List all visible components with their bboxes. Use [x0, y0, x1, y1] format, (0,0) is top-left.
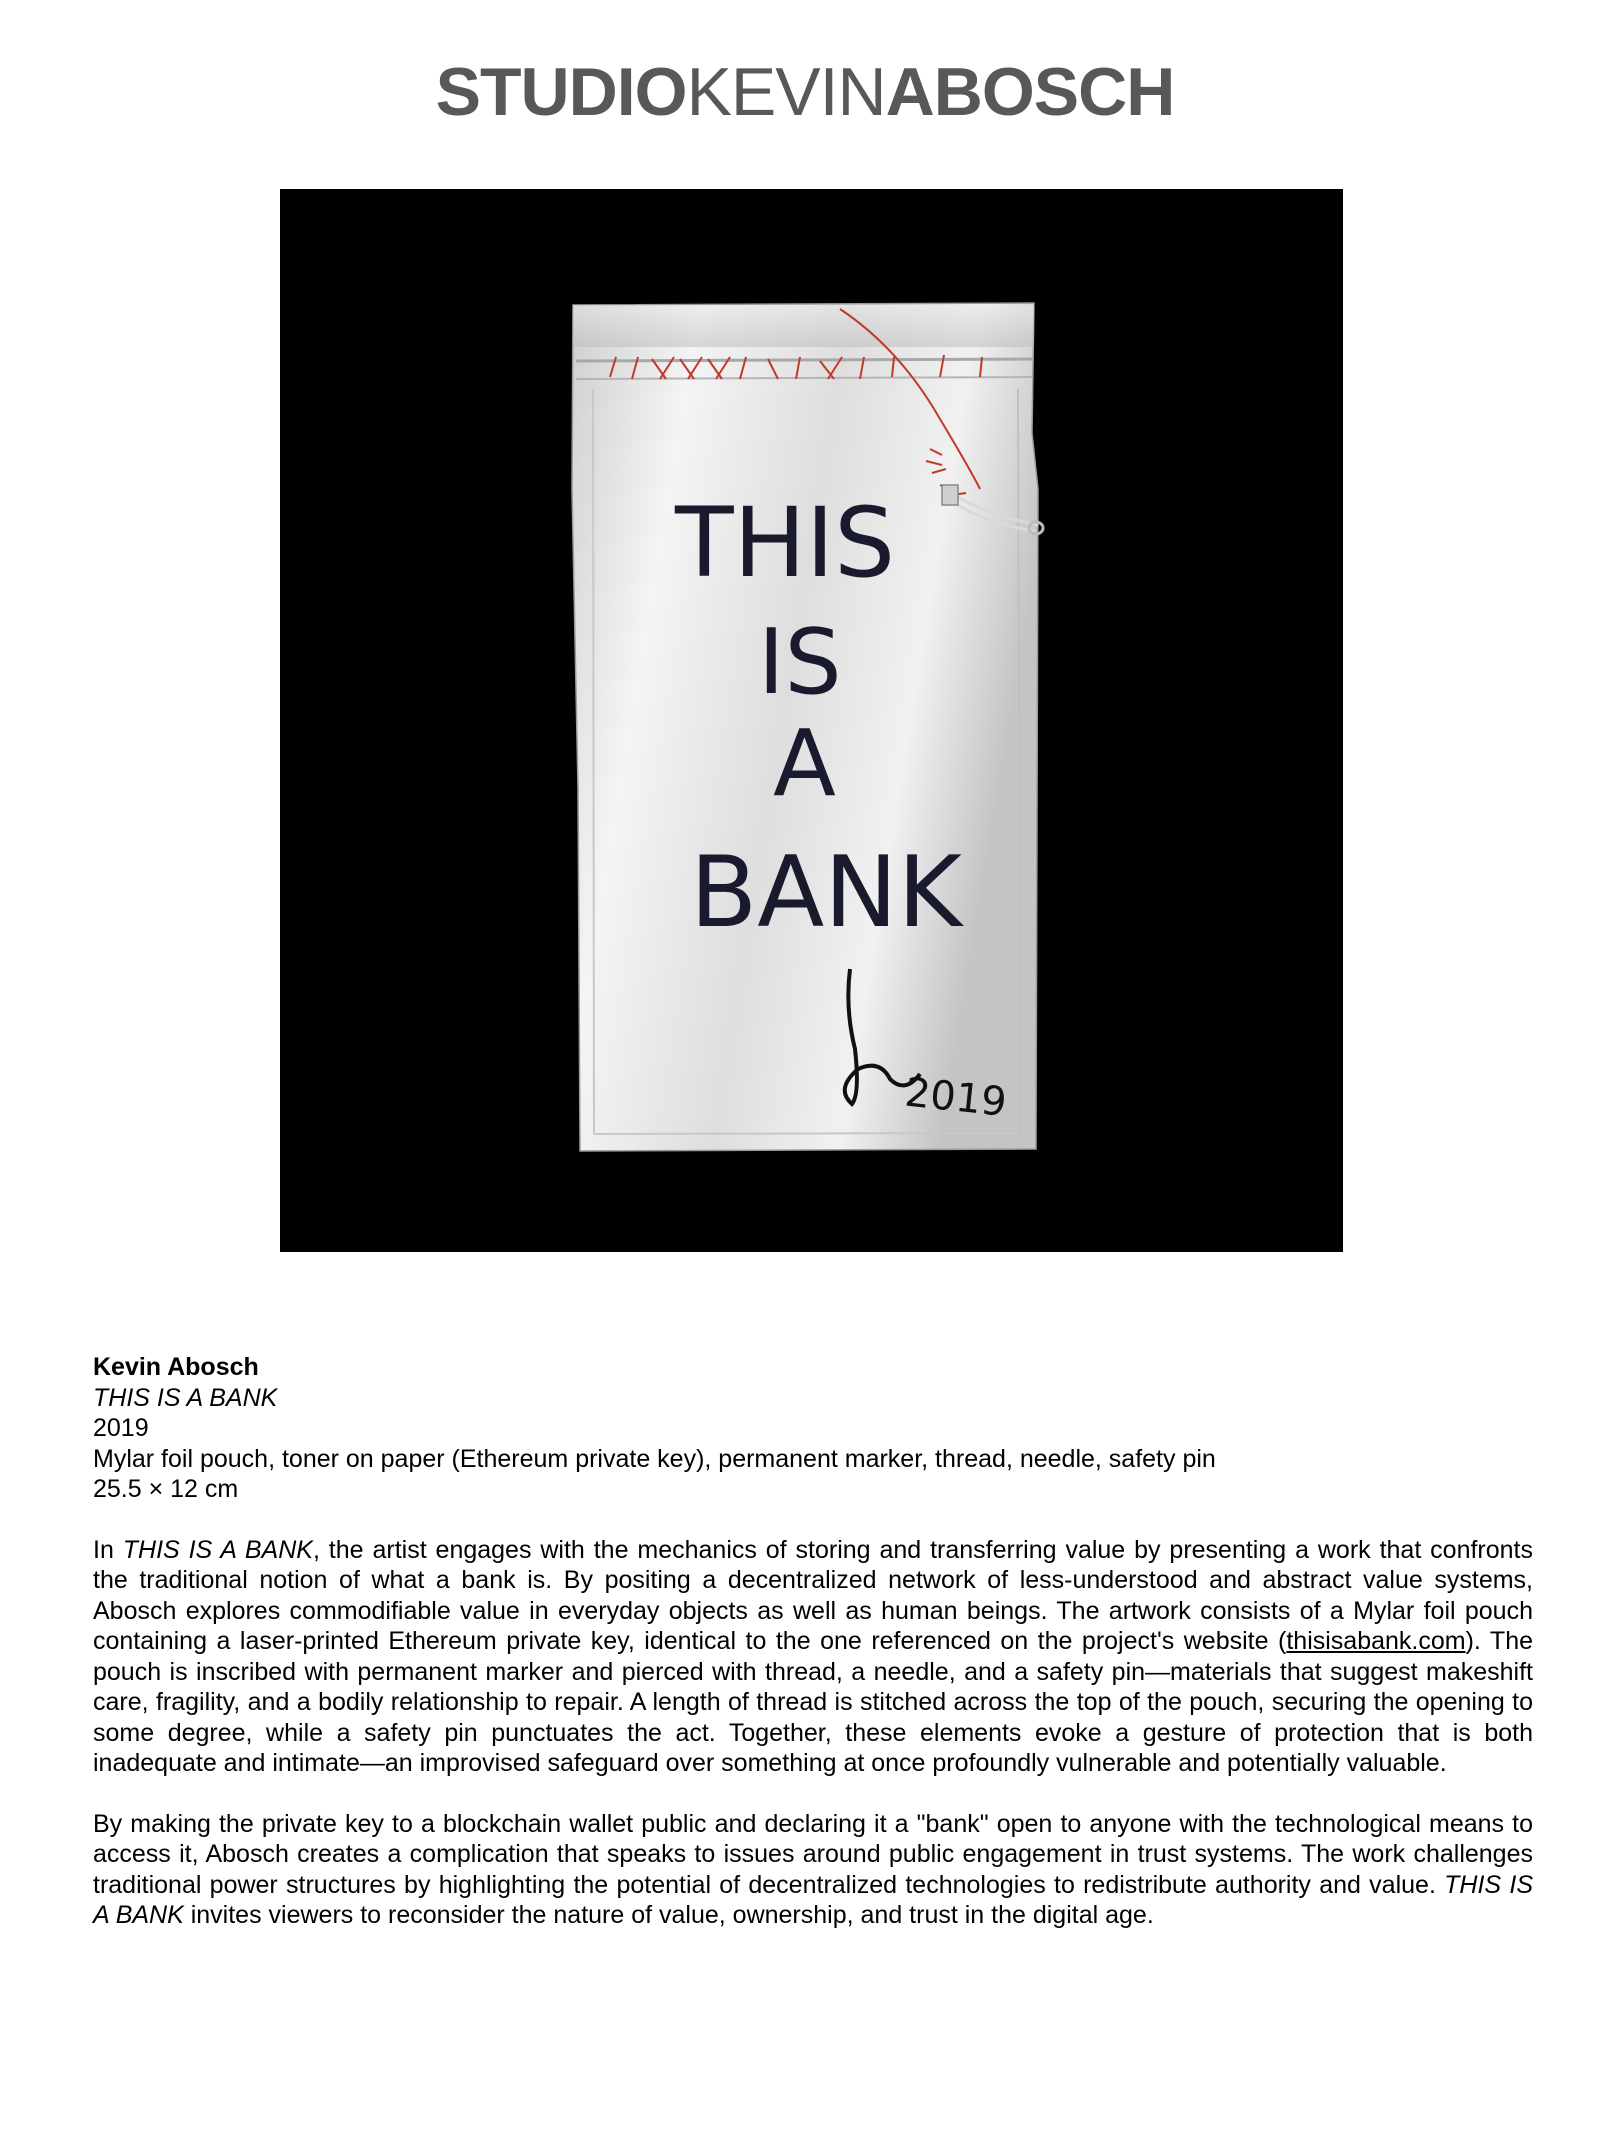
handwritten-line-3: A	[773, 710, 836, 817]
website-link[interactable]: thisisabank.com	[1286, 1627, 1466, 1655]
artist-name: Kevin Abosch	[93, 1353, 259, 1381]
description-paragraph-1	[93, 1535, 1533, 1779]
p2-text-a: By making the private key to a blockchain wallet public and declaring it a "bank" open to anyone with the technological means to access it, Abosch creates a complication that speaks to issues around public engagement in trust systems. The work challenges traditional power structures by highlighting the potential of decentralized technologies to redistribute authority and value.	[93, 1809, 1533, 1899]
artwork-caption	[93, 1352, 1533, 1931]
logo-studio: STUDIO	[435, 54, 687, 130]
artwork-year: 2019	[93, 1414, 149, 1442]
description-paragraph-2	[93, 1809, 1533, 1931]
p1-title: THIS IS A BANK	[122, 1535, 313, 1564]
signature-year: 2019	[902, 1069, 1009, 1126]
artwork-medium: Mylar foil pouch, toner on paper (Ethereum private key), permanent marker, thread, needle, safety pin	[93, 1444, 1216, 1473]
artwork-dimensions: 25.5 × 12 cm	[93, 1475, 239, 1503]
handwritten-line-4: BANK	[690, 836, 962, 950]
studio-logo	[0, 52, 1610, 132]
artwork-title: THIS IS A BANK	[93, 1383, 278, 1412]
logo-abosch: ABOSCH	[885, 54, 1175, 130]
p1-prefix: In	[93, 1535, 123, 1564]
artwork-photo	[280, 189, 1343, 1252]
handwritten-line-2: IS	[758, 610, 842, 715]
handwritten-line-1: THIS	[675, 487, 896, 599]
p2-text-b: invites viewers to reconsider the nature of value, ownership, and trust in the digital age.	[183, 1901, 1154, 1929]
artwork-illustration	[280, 189, 1343, 1252]
p2-title: THIS IS A BANK	[93, 1870, 1533, 1929]
p1-text-b: ). The pouch is inscribed with permanent marker and pierced with thread, a needle, and a safety pin—materials that suggest makeshift care, fragility, and a bodily relationship to repair. A length of thread is stitched across the top of the pouch, securing the opening to some degree, while a safety pin punctuates the act. Together, these elements evoke a gesture of protection that is both inadequate and intimate—an improvised safeguard over something at once profoundly vulnerable and potentially valuable.	[93, 1627, 1533, 1777]
logo-kevin: KEVIN	[686, 54, 886, 130]
p1-text-a: , the artist engages with the mechanics of storing and transferring value by presenting a work that confronts the traditional notion of what a bank is. By positing a decentralized network of less-understood and abstract value systems, Abosch explores commodifiable value in everyday objects as well as human beings. The artwork consists of a Mylar foil pouch containing a laser-printed Ethereum private key, identical to the one referenced on the project's website (	[93, 1535, 1534, 1655]
